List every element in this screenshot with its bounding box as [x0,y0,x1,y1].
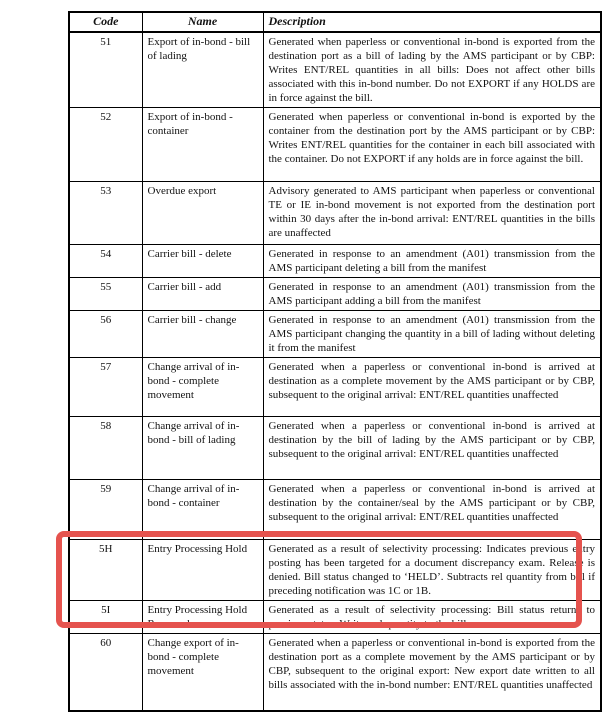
description-cell: Generated in response to an amendment (A01) transmission from the AMS participant adding a bill from the manifest [263,278,601,311]
description-cell: Generated as a result of selectivity processing: Bill status returns to previous status. Writes rel quantity to the bill. [263,601,601,634]
table-row [69,245,601,278]
description-cell: Generated when paperless or conventional in-bond is exported from the destination port as a bill of lading by the AMS participant or by CBP: Writes ENT/REL quantities in all bills: Does not affect other bills associated with this in-bond number. Do not EXPORT if any HOLDS are in force against the bill. [263,32,601,108]
description-cell: Generated when a paperless or conventional in-bond is exported from the destination port as a complete movement by the AMS participant or by CBP, subsequent to the original export: New export date written to all bills associated with the in-bond number: ENT/REL quantities unaffected [263,634,601,711]
name-cell: Export of in-bond - container [142,108,263,182]
name-cell: Entry Processing Hold [142,540,263,601]
table-row [69,480,601,540]
code-cell: 60 [69,634,142,711]
table-row [69,108,601,182]
name-cell: Change arrival of in-bond - container [142,480,263,540]
description-cell: Generated when a paperless or conventional in-bond is arrived at destination by the bill of lading by the AMS participant or by CBP, subsequent to the original arrival: ENT/REL quantities unaffected [263,417,601,480]
table-row [69,634,601,711]
table-row [69,358,601,417]
table-row [69,32,601,108]
code-cell: 57 [69,358,142,417]
table-row [69,311,601,358]
name-cell: Change export of in-bond - complete movement [142,634,263,711]
codes-table-container [68,11,600,712]
description-cell: Generated as a result of selectivity processing: Indicates previous entry posting has been targeted for a document discrepancy exam. Release is denied. Bill status changed to ‘HELD’. Subtracts rel quantity from bill if preceding notification was 1C or 1B. [263,540,601,601]
description-cell: Generated when a paperless or conventional in-bond is arrived at destination as a complete movement by the AMS participant or by CBP, subsequent to the original arrival: ENT/REL quantities unaffected [263,358,601,417]
in-bond-codes-table [68,11,602,712]
code-cell: 55 [69,278,142,311]
table-row [69,182,601,245]
header-name: Name [142,12,263,32]
header-row [69,12,601,32]
name-cell: Overdue export [142,182,263,245]
name-cell: Entry Processing Hold Removed [142,601,263,634]
code-cell: 53 [69,182,142,245]
table-row-highlighted-5H [69,540,601,601]
table-row [69,278,601,311]
name-cell: Carrier bill - change [142,311,263,358]
description-cell: Generated when a paperless or conventional in-bond is arrived at destination by the container/seal by the AMS participant or by CBP, subsequent to the original arrival: ENT/REL quantities unaffected [263,480,601,540]
header-description: Description [263,12,601,32]
table-row [69,417,601,480]
name-cell: Change arrival of in-bond - bill of lading [142,417,263,480]
code-cell: 58 [69,417,142,480]
description-cell: Generated in response to an amendment (A01) transmission from the AMS participant deleting a bill from the manifest [263,245,601,278]
name-cell: Carrier bill - delete [142,245,263,278]
code-cell: 5I [69,601,142,634]
description-cell: Generated when paperless or conventional in-bond is exported by the container from the destination port by the AMS participant or by CBP: Writes ENT/REL quantities for the container in each bill associated with the container. Do not EXPORT if any holds are in force against the bill. [263,108,601,182]
description-cell: Generated in response to an amendment (A01) transmission from the AMS participant changing the quantity in a bill of lading without deleting it from the manifest [263,311,601,358]
code-cell: 56 [69,311,142,358]
table-row-highlighted-5I [69,601,601,634]
description-cell: Advisory generated to AMS participant when paperless or conventional TE or IE in-bond movement is not exported from the destination port within 30 days after the in-bond arrival: ENT/REL quantities in the bills are unaffected [263,182,601,245]
name-cell: Export of in-bond - bill of lading [142,32,263,108]
code-cell: 52 [69,108,142,182]
name-cell: Carrier bill - add [142,278,263,311]
code-cell: 51 [69,32,142,108]
code-cell: 54 [69,245,142,278]
code-cell: 59 [69,480,142,540]
code-cell: 5H [69,540,142,601]
name-cell: Change arrival of in-bond - complete movement [142,358,263,417]
header-code: Code [69,12,142,32]
